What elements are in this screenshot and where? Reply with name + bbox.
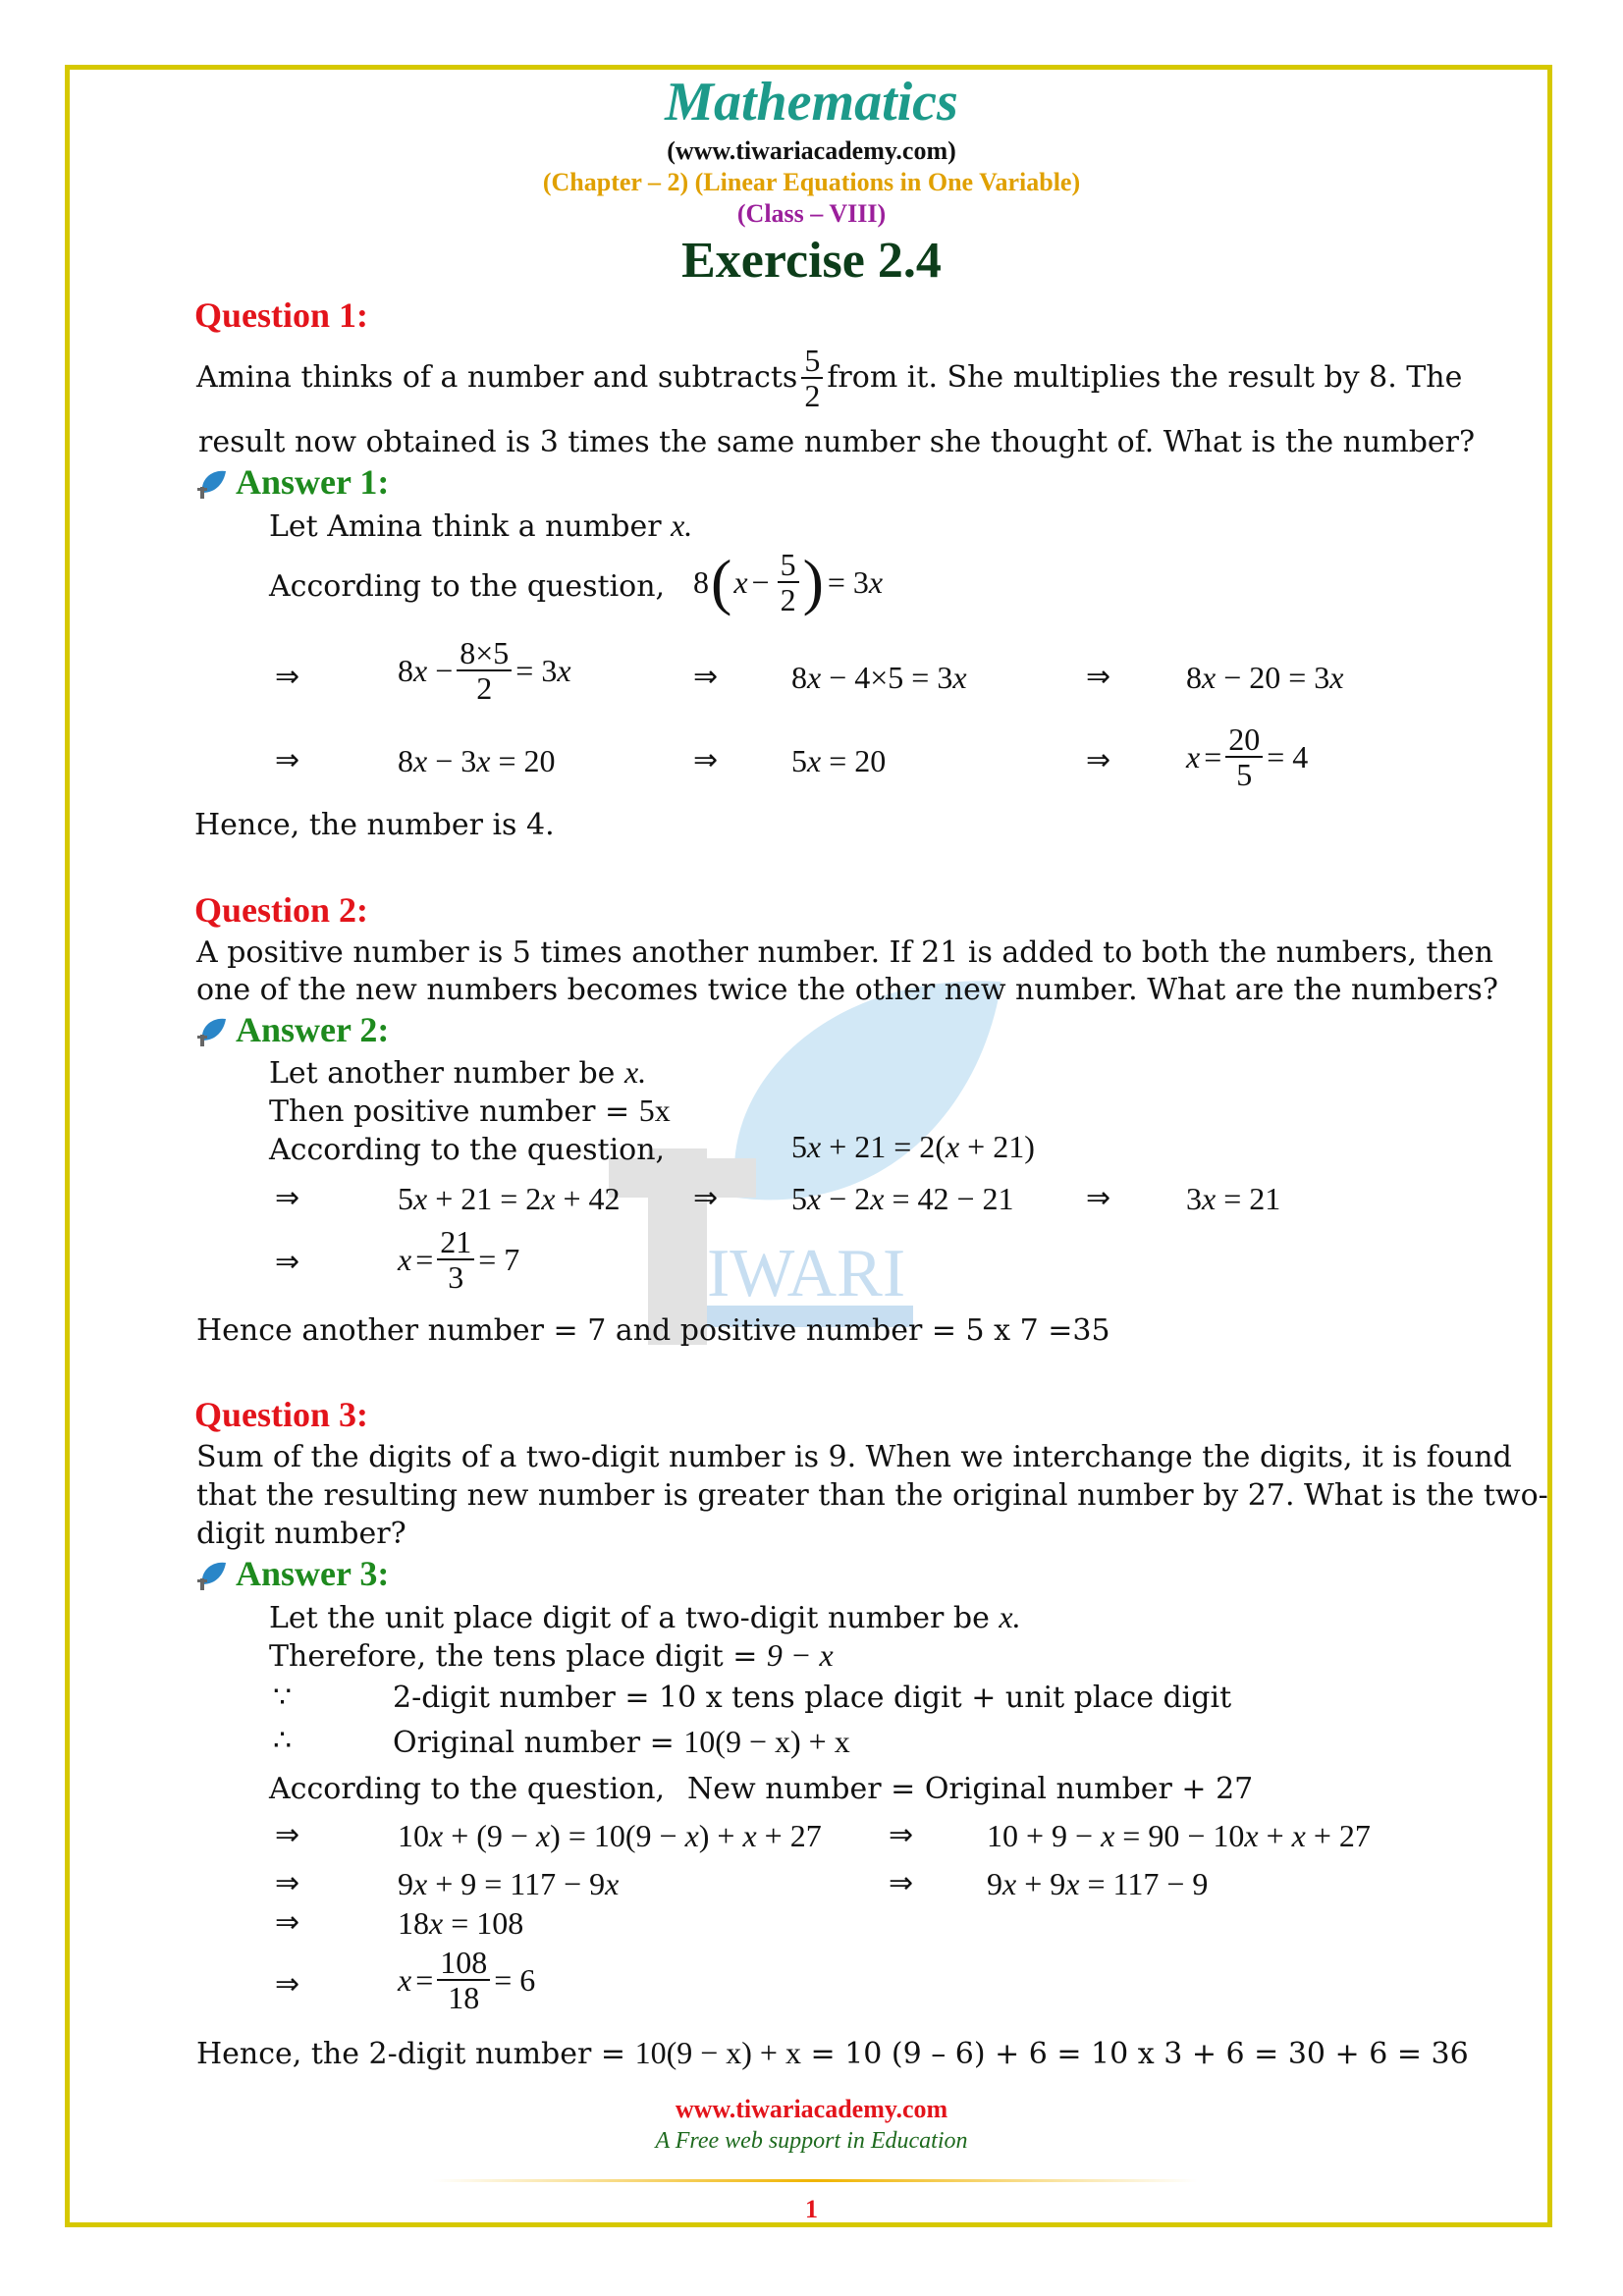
therefore-symbol: ∴ bbox=[273, 1724, 293, 1758]
implies-arrow: ⇒ bbox=[275, 660, 300, 694]
implies-arrow: ⇒ bbox=[1086, 1181, 1111, 1215]
implies-arrow: ⇒ bbox=[1086, 743, 1111, 777]
implies-arrow: ⇒ bbox=[889, 1866, 914, 1900]
implies-arrow: ⇒ bbox=[693, 1181, 719, 1215]
answer-3-because: 2-digit number = 10 x tens place digit + unit place digit bbox=[393, 1681, 1232, 1715]
answer-2-heading: Answer 2: bbox=[236, 1010, 390, 1049]
answer-1-step-3: 8x − 20 = 3x bbox=[1186, 660, 1344, 695]
tiwari-logo-icon bbox=[196, 1559, 230, 1592]
answer-1-equation: 8 ( x − $\frac{5}{2}$ ) = 3x bbox=[693, 547, 884, 617]
implies-arrow: ⇒ bbox=[275, 1245, 300, 1279]
question-1-text-b: from it. She multiplies the result by 8. The bbox=[827, 360, 1463, 395]
answer-3-step-3: 9x + 9 = 117 − 9x bbox=[398, 1866, 620, 1901]
footer-tagline: A Free web support in Education bbox=[655, 2128, 968, 2154]
answer-3-therefore: Therefore, the tens place digit = 9 − x bbox=[269, 1637, 834, 1674]
answer-1-let: Let Amina think a number x. bbox=[269, 507, 693, 544]
question-1-line-2: result now obtained is 3 times the same number she thought of. What is the number? bbox=[198, 425, 1476, 459]
answer-3-step-6: x = $\frac{108}{18}$ = 6 bbox=[398, 1945, 536, 2015]
implies-arrow: ⇒ bbox=[693, 660, 719, 694]
answer-2-step-1: 5x + 21 = 2x + 42 bbox=[398, 1181, 621, 1216]
question-3-line-1: Sum of the digits of a two-digit number is 9. When we interchange the digits, it is found bbox=[196, 1440, 1512, 1474]
footer-divider bbox=[432, 2179, 1198, 2182]
tiwari-logo-icon bbox=[196, 467, 230, 501]
answer-1-step-5: 5x = 20 bbox=[791, 743, 887, 778]
answer-2-conclusion: Hence another number = 7 and positive number = 5 x 7 =35 bbox=[196, 1313, 1110, 1348]
question-1-line-1 bbox=[196, 343, 1463, 413]
answer-1-according: According to the question, bbox=[269, 569, 666, 604]
answer-1-step-6: x = $\frac{20}{5}$ = 4 bbox=[1186, 721, 1309, 792]
because-symbol: ∵ bbox=[273, 1681, 293, 1715]
question-1-text-a: Amina thinks of a number and subtracts bbox=[196, 360, 798, 395]
header-website: (www.tiwariacademy.com) bbox=[667, 136, 956, 165]
question-2-line-2: one of the new numbers becomes twice the other new number. What are the numbers? bbox=[196, 973, 1498, 1007]
answer-1-step-4: 8x − 3x = 20 bbox=[398, 743, 556, 778]
implies-arrow: ⇒ bbox=[1086, 660, 1111, 694]
class-label: (Class – VIII) bbox=[736, 199, 887, 228]
answer-1-heading: Answer 1: bbox=[236, 462, 390, 502]
answer-3-according: According to the question, bbox=[269, 1772, 666, 1806]
answer-2-then: Then positive number = 5x bbox=[269, 1093, 671, 1129]
implies-arrow: ⇒ bbox=[275, 1866, 300, 1900]
page-title: Mathematics bbox=[665, 72, 958, 133]
implies-arrow: ⇒ bbox=[275, 1818, 300, 1852]
chapter-label: (Chapter – 2) (Linear Equations in One Variable) bbox=[542, 168, 1081, 196]
answer-3-relation: New number = Original number + 27 bbox=[687, 1772, 1254, 1806]
answer-3-step-2: 10 + 9 − x = 90 − 10x + x + 27 bbox=[987, 1818, 1371, 1853]
answer-2-let: Let another number be x. bbox=[269, 1054, 647, 1091]
watermark-text: IWARI bbox=[707, 1236, 906, 1311]
exercise-title: Exercise 2.4 bbox=[681, 233, 942, 289]
question-2-heading: Question 2: bbox=[194, 890, 369, 930]
answer-3-conclusion: Hence, the 2-digit number = 10(9 − x) + x = 10 (9 – 6) + 6 = 10 x 3 + 6 = 30 + 6 = 36 bbox=[196, 2035, 1469, 2071]
implies-arrow: ⇒ bbox=[275, 1181, 300, 1215]
answer-3-step-1: 10x + (9 − x) = 10(9 − x) + x + 27 bbox=[398, 1818, 822, 1853]
answer-2-equation: 5x + 21 = 2(x + 21) bbox=[791, 1129, 1035, 1164]
fraction-5-2: $\frac{5}{2}$ bbox=[801, 344, 823, 412]
answer-2-step-2: 5x − 2x = 42 − 21 bbox=[791, 1181, 1014, 1216]
answer-3-heading: Answer 3: bbox=[236, 1554, 390, 1593]
answer-3-original: Original number = 10(9 − x) + x bbox=[393, 1724, 850, 1760]
question-2-line-1: A positive number is 5 times another number. If 21 is added to both the numbers, then bbox=[196, 935, 1493, 970]
tiwari-logo-icon bbox=[196, 1015, 230, 1048]
answer-2-according: According to the question, bbox=[269, 1133, 666, 1167]
question-1-heading: Question 1: bbox=[194, 295, 369, 335]
answer-3-let: Let the unit place digit of a two-digit number be x. bbox=[269, 1599, 1021, 1635]
implies-arrow: ⇒ bbox=[275, 1967, 300, 2002]
answer-2-step-3: 3x = 21 bbox=[1186, 1181, 1281, 1216]
implies-arrow: ⇒ bbox=[275, 743, 300, 777]
implies-arrow: ⇒ bbox=[693, 743, 719, 777]
page-number: 1 bbox=[805, 2195, 818, 2223]
answer-1-step-1: 8x − $\frac{8\times 5}{2}$ = 3x bbox=[398, 635, 571, 706]
answer-1-conclusion: Hence, the number is 4. bbox=[194, 808, 555, 842]
answer-2-step-4: x = $\frac{21}{3}$ = 7 bbox=[398, 1224, 520, 1295]
implies-arrow: ⇒ bbox=[889, 1818, 914, 1852]
implies-arrow: ⇒ bbox=[275, 1905, 300, 1940]
answer-3-step-5: 18x = 108 bbox=[398, 1905, 524, 1941]
question-3-heading: Question 3: bbox=[194, 1395, 369, 1434]
footer-website[interactable]: www.tiwariacademy.com bbox=[675, 2095, 948, 2123]
question-3-line-2: that the resulting new number is greater than the original number by 27. What is the two- bbox=[196, 1478, 1548, 1513]
question-3-line-3: digit number? bbox=[196, 1517, 406, 1551]
answer-1-step-2: 8x − 4×5 = 3x bbox=[791, 660, 967, 695]
answer-3-step-4: 9x + 9x = 117 − 9 bbox=[987, 1866, 1209, 1901]
